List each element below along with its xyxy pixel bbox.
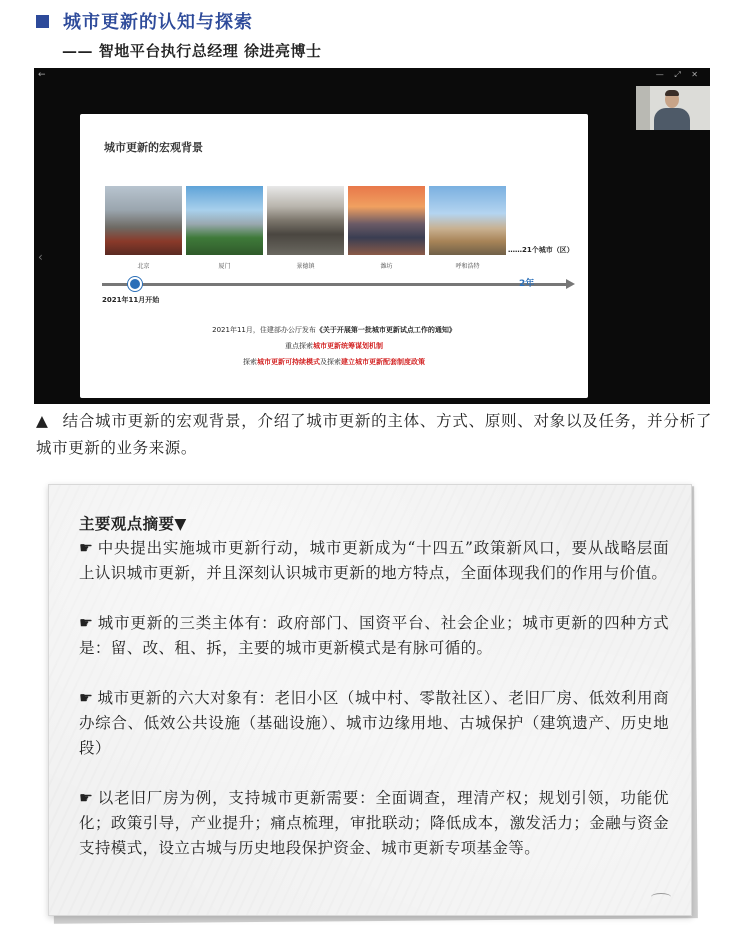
timeline-duration: 2年 [519, 279, 535, 289]
previous-slide-icon[interactable]: ‹ [38, 250, 43, 264]
city-photo-weifang [348, 186, 425, 255]
page-title: 城市更新的认知与探索 [63, 12, 253, 33]
city-label: 景德镇 [296, 263, 315, 270]
pointing-hand-icon: ☛ [79, 789, 94, 807]
more-cities-label: ……21个城市（区） [508, 246, 574, 254]
notice-document-title: 《关于开展第一批城市更新试点工作的通知》 [315, 326, 456, 334]
speaker-webcam [636, 86, 710, 130]
slide-highlight: 建立城市更新配套制度政策 [341, 358, 425, 366]
summary-point-text: 城市更新的六大对象有：老旧小区（城中村、零散社区）、老旧厂房、低效利用商办综合、低效公共设施（基础设施）、城市边缘用地、古城保护（建筑遗产、历史地段） [79, 689, 669, 757]
paper-curl-mark-icon [651, 893, 671, 901]
city-photo-beijing [105, 186, 182, 255]
pointing-hand-icon: ☛ [79, 614, 94, 632]
slide-line-3 [80, 354, 588, 370]
timeline-bar [102, 283, 566, 286]
webcam-speaker-hair [665, 90, 679, 96]
city-label: 厦门 [218, 263, 231, 270]
window-controls[interactable]: — ⤢ ✕ [655, 70, 702, 79]
summary-point [79, 611, 669, 661]
timeline-arrow-icon [566, 279, 575, 289]
webcam-background [636, 86, 650, 130]
city-photo-jingdezhen [267, 186, 344, 255]
section-header [36, 8, 253, 34]
summary-title: 主要观点摘要▼ [79, 514, 187, 533]
arrow-left-icon[interactable]: ← [38, 70, 46, 80]
city-label: 北京 [137, 263, 150, 270]
slide-line-2 [80, 338, 588, 354]
summary-point [79, 786, 669, 861]
slide-title: 城市更新的宏观背景 [104, 141, 203, 154]
video-frame[interactable] [34, 68, 710, 404]
summary-point [79, 686, 669, 761]
slide-line-3-prefix: 探索 [243, 358, 257, 366]
square-bullet-icon [36, 15, 49, 28]
webcam-speaker-body [654, 108, 690, 130]
summary-point-text: 城市更新的三类主体有：政府部门、国资平台、社会企业；城市更新的四种方式是：留、改、租、拆，主要的城市更新模式是有脉可循的。 [79, 614, 669, 657]
pointing-hand-icon: ☛ [79, 689, 94, 707]
caption-text: 结合城市更新的宏观背景，介绍了城市更新的主体、方式、原则、对象以及任务，并分析了城市更新的业务来源。 [36, 412, 712, 457]
speaker-byline: —— 智地平台执行总经理 徐进亮博士 [62, 42, 322, 60]
city-photo-xiamen [186, 186, 263, 255]
slide-line-1-prefix: 2021年11月，住建部办公厅发布 [212, 326, 316, 334]
triangle-up-icon: ▲ [36, 412, 49, 430]
summary-point-text: 中央提出实施城市更新行动，城市更新成为“十四五”政策新风口，要从战略层面上认识城市更新，并且深刻认识城市更新的地方特点，全面体现我们的作用与价值。 [79, 539, 669, 582]
summary-point [79, 536, 669, 586]
slide-line-2-prefix: 重点探索 [285, 342, 313, 350]
city-label: 呼和浩特 [455, 263, 480, 270]
summary-content [79, 511, 669, 861]
pointing-hand-icon: ☛ [79, 539, 94, 557]
summary-card [48, 484, 692, 916]
slide-highlight: 城市更新统筹谋划机制 [313, 342, 383, 350]
slide-notice-text [80, 322, 588, 370]
presentation-slide [80, 114, 588, 398]
city-label: 潍坊 [380, 263, 393, 270]
city-photo-hohhot [429, 186, 506, 255]
timeline-start-date: 2021年11月开始 [102, 296, 160, 304]
slide-line-3-mid: 及探索 [320, 358, 341, 366]
image-caption [36, 408, 712, 462]
slide-highlight: 城市更新可持续模式 [257, 358, 320, 366]
slide-line-1 [80, 322, 588, 338]
summary-point-text: 以老旧厂房为例，支持城市更新需要：全面调查，理清产权；规划引领，功能优化；政策引导，产业提升；痛点梳理，审批联动；降低成本，激发活力；金融与资金支持模式，设立古城与历史地段保护资金、城市更新专项基金等。 [79, 789, 669, 857]
timeline-start-dot-icon [128, 277, 142, 291]
